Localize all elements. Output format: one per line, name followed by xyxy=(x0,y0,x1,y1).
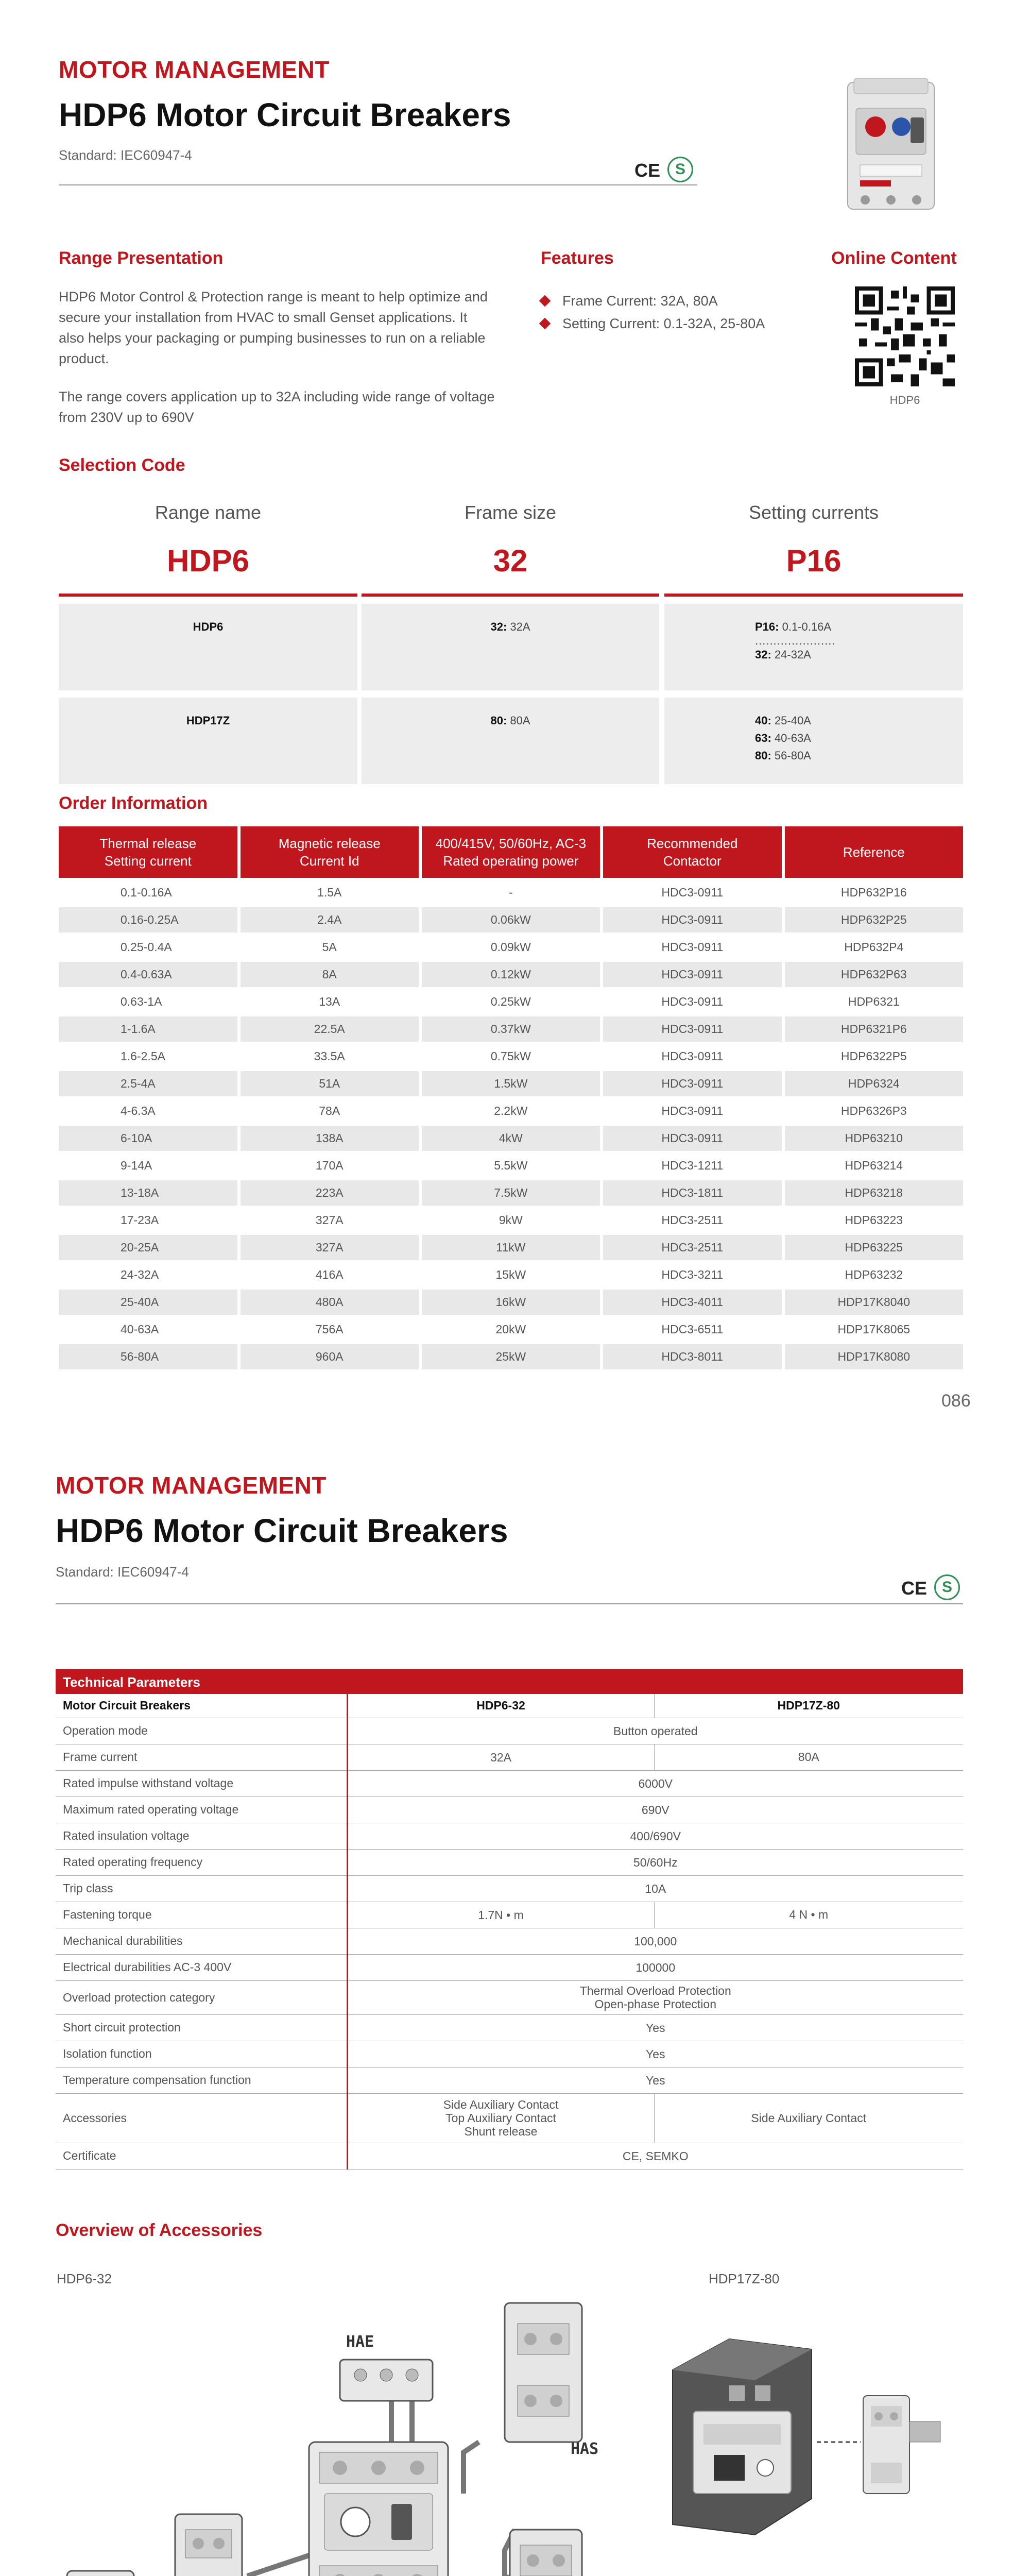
order-cell: 0.1-0.16A xyxy=(121,886,172,899)
order-row xyxy=(59,989,963,1014)
order-cell: 0.09kW xyxy=(490,940,531,954)
order-row xyxy=(59,1016,963,1042)
tech-value: 10A xyxy=(347,1875,963,1902)
ce-mark-icon: CE xyxy=(901,1578,928,1599)
order-cell: 20-25A xyxy=(59,1235,237,1260)
feature-item: Frame Current: 32A, 80A xyxy=(562,293,718,309)
tech-value-hdp6-32: Side Auxiliary Contact Top Auxiliary Contact Shunt release xyxy=(347,2093,654,2143)
tech-value: 6000V xyxy=(347,1770,963,1797)
setting-value: 40-63A xyxy=(771,732,811,744)
range-paragraph-2: The range covers application up to 32A including wide range of voltage from 230V up to 690V xyxy=(59,389,495,425)
selection-header-frame: Frame size xyxy=(464,502,557,523)
tech-label: Short circuit protection xyxy=(56,2014,347,2041)
tech-row xyxy=(56,1797,963,1823)
order-cell: 0.16-0.25A xyxy=(59,907,237,933)
setting-value: 56-80A xyxy=(771,749,811,762)
tech-row xyxy=(56,1823,963,1849)
accessories-diagram-hdp6 xyxy=(52,2287,680,2576)
selection-code-range: HDP6 xyxy=(166,544,250,578)
selection-frame-value: 32A xyxy=(507,620,530,633)
selection-frame-value: 80A xyxy=(507,714,530,727)
tech-label: Frame current xyxy=(56,1744,347,1770)
order-row xyxy=(59,1098,963,1124)
selection-code-frame: 32 xyxy=(493,544,528,578)
standard-text: Standard: IEC60947-4 xyxy=(59,147,192,163)
range-presentation-heading: Range Presentation xyxy=(59,248,224,268)
product-image-hdp6 xyxy=(845,77,937,213)
order-cell: HDP632P25 xyxy=(785,907,963,933)
tech-row xyxy=(56,2143,963,2169)
tech-value: 690V xyxy=(347,1797,963,1823)
order-cell: 9-14A xyxy=(121,1159,152,1172)
tech-header-cell: HDP17Z-80 xyxy=(654,1694,963,1718)
order-cell: HDC3-0911 xyxy=(603,907,782,933)
order-row xyxy=(59,1208,963,1233)
selection-header-setting: Setting currents xyxy=(748,502,879,523)
order-cell: 20kW xyxy=(495,1323,526,1336)
order-cell: 0.37kW xyxy=(422,1016,600,1042)
tech-row xyxy=(56,1718,963,1744)
page-number: 086 xyxy=(941,1391,971,1411)
selection-cell-range xyxy=(59,698,357,784)
order-cell: HDP63210 xyxy=(785,1126,963,1151)
selection-cell-setting xyxy=(664,698,963,784)
order-cell: 416A xyxy=(315,1268,344,1281)
technical-parameters-heading: Technical Parameters xyxy=(56,1669,963,1694)
order-cell: HDP6322P5 xyxy=(840,1049,907,1063)
order-cell: 0.25-0.4A xyxy=(121,940,172,954)
order-cell: HDC3-3211 xyxy=(661,1268,724,1281)
setting-code: 40: xyxy=(755,714,771,727)
tech-header-cell: HDP6-32 xyxy=(347,1694,654,1718)
hau-release-icon xyxy=(510,2530,582,2576)
tech-value: 100,000 xyxy=(347,1928,963,1954)
tech-value-hdp17z-80: Side Auxiliary Contact xyxy=(654,2093,963,2143)
selection-cell-range xyxy=(59,604,357,690)
order-col-header: Reference xyxy=(785,826,963,878)
standard-text: Standard: IEC60947-4 xyxy=(56,1564,189,1580)
order-cell: 17-23A xyxy=(121,1213,159,1227)
order-row xyxy=(59,1344,963,1369)
setting-value: 0.1-0.16A xyxy=(779,620,831,633)
tech-value-hdp6-32: 1.7N • m xyxy=(347,1902,654,1928)
online-content-heading: Online Content xyxy=(831,248,957,268)
selection-frame-code: 80: xyxy=(490,714,507,727)
hae-contact-icon xyxy=(340,2360,433,2401)
order-cell: 1.5kW xyxy=(422,1071,600,1096)
order-cell: HDC3-1811 xyxy=(603,1180,782,1206)
tech-value: Button operated xyxy=(347,1718,963,1744)
order-cell: 6-10A xyxy=(59,1126,237,1151)
order-cell: HDP632P4 xyxy=(844,940,904,954)
setting-code: 32: xyxy=(755,648,771,661)
tech-label: Isolation function xyxy=(56,2041,347,2067)
order-cell: 2.2kW xyxy=(494,1104,528,1117)
order-cell: HDP63218 xyxy=(785,1180,963,1206)
order-cell: HDP63214 xyxy=(845,1159,903,1172)
order-cell: 8A xyxy=(241,962,419,987)
accessory-label-hae: HAE xyxy=(346,2333,374,2351)
tech-row xyxy=(56,1849,963,1875)
order-cell: HDC3-0911 xyxy=(661,995,724,1008)
tech-header-row xyxy=(56,1694,963,1718)
order-cell: 25-40A xyxy=(59,1290,237,1315)
order-row xyxy=(59,935,963,960)
order-cell: HDP63223 xyxy=(845,1213,903,1227)
order-cell: 2.5-4A xyxy=(59,1071,237,1096)
tech-row xyxy=(56,1744,963,1770)
diamond-bullet-icon xyxy=(539,295,551,307)
order-row xyxy=(59,1044,963,1069)
features-list xyxy=(541,290,765,335)
selection-bar xyxy=(664,594,963,597)
technical-parameters-table xyxy=(56,1694,963,2170)
order-col-header: 400/415V, 50/60Hz, AC-3 Rated operating power xyxy=(422,826,600,878)
order-row xyxy=(59,907,963,933)
tech-label: Rated operating frequency xyxy=(56,1849,347,1875)
order-cell: 51A xyxy=(241,1071,419,1096)
order-cell: 9kW xyxy=(499,1213,523,1227)
order-cell: 13A xyxy=(319,995,340,1008)
order-cell: 56-80A xyxy=(59,1344,237,1369)
order-row xyxy=(59,1180,963,1206)
tech-value: Thermal Overload Protection Open-phase Protection xyxy=(347,1980,963,2014)
order-cell: 1.6-2.5A xyxy=(121,1049,165,1063)
tech-label: Mechanical durabilities xyxy=(56,1928,347,1954)
order-cell: 24-32A xyxy=(121,1268,159,1281)
order-cell: 327A xyxy=(315,1213,344,1227)
order-cell: 0.4-0.63A xyxy=(59,962,237,987)
order-cell: 16kW xyxy=(422,1290,600,1315)
tech-value: Yes xyxy=(347,2041,963,2067)
order-cell: 40-63A xyxy=(121,1323,159,1336)
setting-dots: ...................... xyxy=(755,634,836,647)
tech-label: Electrical durabilities AC-3 400V xyxy=(56,1954,347,1980)
order-cell: 0.12kW xyxy=(422,962,600,987)
selection-bar xyxy=(362,594,659,597)
tech-label: Trip class xyxy=(56,1875,347,1902)
tech-row xyxy=(56,1980,963,2014)
order-cell: HDC3-2511 xyxy=(603,1235,782,1260)
accessories-image-hdp17z xyxy=(667,2329,966,2545)
tech-label: Overload protection category xyxy=(56,1980,347,2014)
selection-bar xyxy=(59,594,357,597)
order-cell: 327A xyxy=(241,1235,419,1260)
tech-value: Yes xyxy=(347,2014,963,2041)
order-cell: 4kW xyxy=(422,1126,600,1151)
order-cell: 1-1.6A xyxy=(59,1016,237,1042)
order-row xyxy=(59,962,963,987)
selection-range-value: HDP6 xyxy=(193,620,224,633)
tech-row xyxy=(56,1928,963,1954)
order-cell: HDP632P63 xyxy=(785,962,963,987)
order-cell: 223A xyxy=(241,1180,419,1206)
order-cell: HDC3-0911 xyxy=(603,1071,782,1096)
tech-value: CE, SEMKO xyxy=(347,2143,963,2169)
order-row xyxy=(59,1290,963,1315)
order-cell: HDP17K8065 xyxy=(837,1323,911,1336)
tech-label: Certificate xyxy=(56,2143,347,2169)
order-cell: 1.5A xyxy=(317,886,342,899)
order-cell: 15kW xyxy=(495,1268,526,1281)
range-paragraph-1: HDP6 Motor Control & Protection range is meant to help optimize and secure your installation from HVAC to small Genset applications. It also helps your packaging or pumping businesses to run on a reliable product. xyxy=(59,289,488,366)
selection-code-heading: Selection Code xyxy=(59,455,185,475)
tech-label: Fastening torque xyxy=(56,1902,347,1928)
order-cell: 7.5kW xyxy=(422,1180,600,1206)
section-label: MOTOR MANAGEMENT xyxy=(59,56,330,83)
order-cell: HDC3-8011 xyxy=(603,1344,782,1369)
setting-code: P16: xyxy=(755,620,779,633)
order-row xyxy=(59,1153,963,1178)
order-cell: 0.25kW xyxy=(490,995,531,1008)
order-cell: HDP63232 xyxy=(845,1268,903,1281)
title-rule xyxy=(59,184,697,185)
order-cell: - xyxy=(509,886,513,899)
accessory-caption-left: HDP6-32 xyxy=(57,2271,112,2286)
tech-value: 100000 xyxy=(347,1954,963,1980)
order-cell: HDP6324 xyxy=(785,1071,963,1096)
selection-cell-frame xyxy=(362,604,659,690)
order-cell: 0.06kW xyxy=(422,907,600,933)
qr-code-icon[interactable] xyxy=(855,286,955,386)
order-cell: 138A xyxy=(241,1126,419,1151)
setting-value: 25-40A xyxy=(771,714,811,727)
order-cell: HDC3-0911 xyxy=(661,886,724,899)
order-information-heading: Order Information xyxy=(59,793,208,813)
order-cell: 78A xyxy=(319,1104,340,1117)
tech-label: Rated insulation voltage xyxy=(56,1823,347,1849)
order-cell: HDP17K8080 xyxy=(785,1344,963,1369)
selection-range-value: HDP17Z xyxy=(186,714,230,727)
tech-row xyxy=(56,2041,963,2067)
order-cell: 33.5A xyxy=(314,1049,345,1063)
accessories-heading: Overview of Accessories xyxy=(56,2221,263,2240)
order-cell: HDP63225 xyxy=(785,1235,963,1260)
order-cell: 5.5kW xyxy=(494,1159,528,1172)
tech-row xyxy=(56,1770,963,1797)
tech-value: 400/690V xyxy=(347,1823,963,1849)
tech-row xyxy=(56,1875,963,1902)
order-row xyxy=(59,1235,963,1260)
order-cell: 5A xyxy=(322,940,337,954)
ce-mark-icon: CE xyxy=(634,160,661,181)
order-cell: 4-6.3A xyxy=(121,1104,156,1117)
tech-label: Maximum rated operating voltage xyxy=(56,1797,347,1823)
order-cell: 2.4A xyxy=(241,907,419,933)
order-cell: 25kW xyxy=(422,1344,600,1369)
setting-code: 63: xyxy=(755,732,771,744)
hdp6-32-breaker-icon xyxy=(309,2442,448,2576)
selection-cell-frame xyxy=(362,698,659,784)
tech-row xyxy=(56,2067,963,2093)
order-cell: HDC3-0911 xyxy=(603,1126,782,1151)
order-cell: HDP6321 xyxy=(848,995,900,1008)
order-row xyxy=(59,1262,963,1287)
tech-value-hdp6-32: 32A xyxy=(347,1744,654,1770)
order-cell: HDC3-0911 xyxy=(603,962,782,987)
order-cell: HDC3-0911 xyxy=(661,1104,724,1117)
tech-value: 50/60Hz xyxy=(347,1849,963,1875)
setting-value: 24-32A xyxy=(771,648,811,661)
order-col-header: Thermal release Setting current xyxy=(59,826,237,878)
order-cell: HDP632P16 xyxy=(840,886,907,899)
qr-caption: HDP6 xyxy=(889,394,920,406)
tech-header-cell: Motor Circuit Breakers xyxy=(56,1694,347,1718)
order-cell: HDC3-0911 xyxy=(661,1049,724,1063)
order-cell: 170A xyxy=(315,1159,344,1172)
tech-value-hdp17z-80: 80A xyxy=(654,1744,963,1770)
order-cell: 13-18A xyxy=(59,1180,237,1206)
order-row xyxy=(59,1071,963,1096)
selection-header-range: Range name xyxy=(154,502,262,523)
order-cell: HDC3-6511 xyxy=(661,1323,724,1336)
selection-code-setting: P16 xyxy=(786,544,842,578)
diamond-bullet-icon xyxy=(539,318,551,330)
order-col-header: Magnetic release Current Id xyxy=(241,826,419,878)
page-title: HDP6 Motor Circuit Breakers xyxy=(56,1512,508,1549)
order-cell: 0.63-1A xyxy=(121,995,162,1008)
order-cell: 756A xyxy=(315,1323,344,1336)
han-contact-icon xyxy=(67,2571,134,2576)
tech-row xyxy=(56,1902,963,1928)
order-cell: HDP6326P3 xyxy=(840,1104,907,1117)
tech-row xyxy=(56,1954,963,1980)
order-row xyxy=(59,1317,963,1342)
order-cell: 960A xyxy=(241,1344,419,1369)
feature-item: Setting Current: 0.1-32A, 25-80A xyxy=(562,316,765,331)
tech-label: Accessories xyxy=(56,2093,347,2143)
side-auxiliary-contact-icon xyxy=(863,2396,940,2494)
accessory-caption-right: HDP17Z-80 xyxy=(709,2271,780,2286)
order-cell: HDC3-1211 xyxy=(661,1159,724,1172)
semko-mark-icon: S xyxy=(934,1574,960,1600)
order-row xyxy=(59,1126,963,1151)
order-cell: HDP6321P6 xyxy=(785,1016,963,1042)
selection-cell-setting xyxy=(664,604,963,690)
order-cell: HDC3-0911 xyxy=(661,940,724,954)
order-cell: 11kW xyxy=(422,1235,600,1260)
order-cell: 480A xyxy=(241,1290,419,1315)
order-cell: HDC3-0911 xyxy=(603,1016,782,1042)
features-heading: Features xyxy=(541,248,614,268)
order-cell: 22.5A xyxy=(241,1016,419,1042)
tech-label: Rated impulse withstand voltage xyxy=(56,1770,347,1797)
order-cell: HDC3-4011 xyxy=(603,1290,782,1315)
tech-row xyxy=(56,2014,963,2041)
page-title: HDP6 Motor Circuit Breakers xyxy=(59,96,511,133)
hdp17z-80-breaker-icon xyxy=(673,2339,812,2535)
tech-label: Temperature compensation function xyxy=(56,2067,347,2093)
has-contact-icon xyxy=(505,2303,582,2442)
order-table xyxy=(56,824,966,1371)
han-contact-icon xyxy=(175,2514,242,2576)
order-col-header: Recommended Contactor xyxy=(603,826,782,878)
title-rule xyxy=(56,1603,963,1604)
tech-value-hdp17z-80: 4 N • m xyxy=(654,1902,963,1928)
accessory-label-has: HAS xyxy=(571,2440,599,2458)
selection-frame-code: 32: xyxy=(490,620,507,633)
semko-mark-icon: S xyxy=(667,157,693,182)
section-label: MOTOR MANAGEMENT xyxy=(56,1472,327,1499)
tech-value: Yes xyxy=(347,2067,963,2093)
tech-label: Operation mode xyxy=(56,1718,347,1744)
order-cell: 0.75kW xyxy=(490,1049,531,1063)
order-cell: HDP17K8040 xyxy=(785,1290,963,1315)
order-cell: HDC3-2511 xyxy=(661,1213,724,1227)
setting-code: 80: xyxy=(755,749,771,762)
tech-row xyxy=(56,2093,963,2143)
order-row xyxy=(59,880,963,905)
